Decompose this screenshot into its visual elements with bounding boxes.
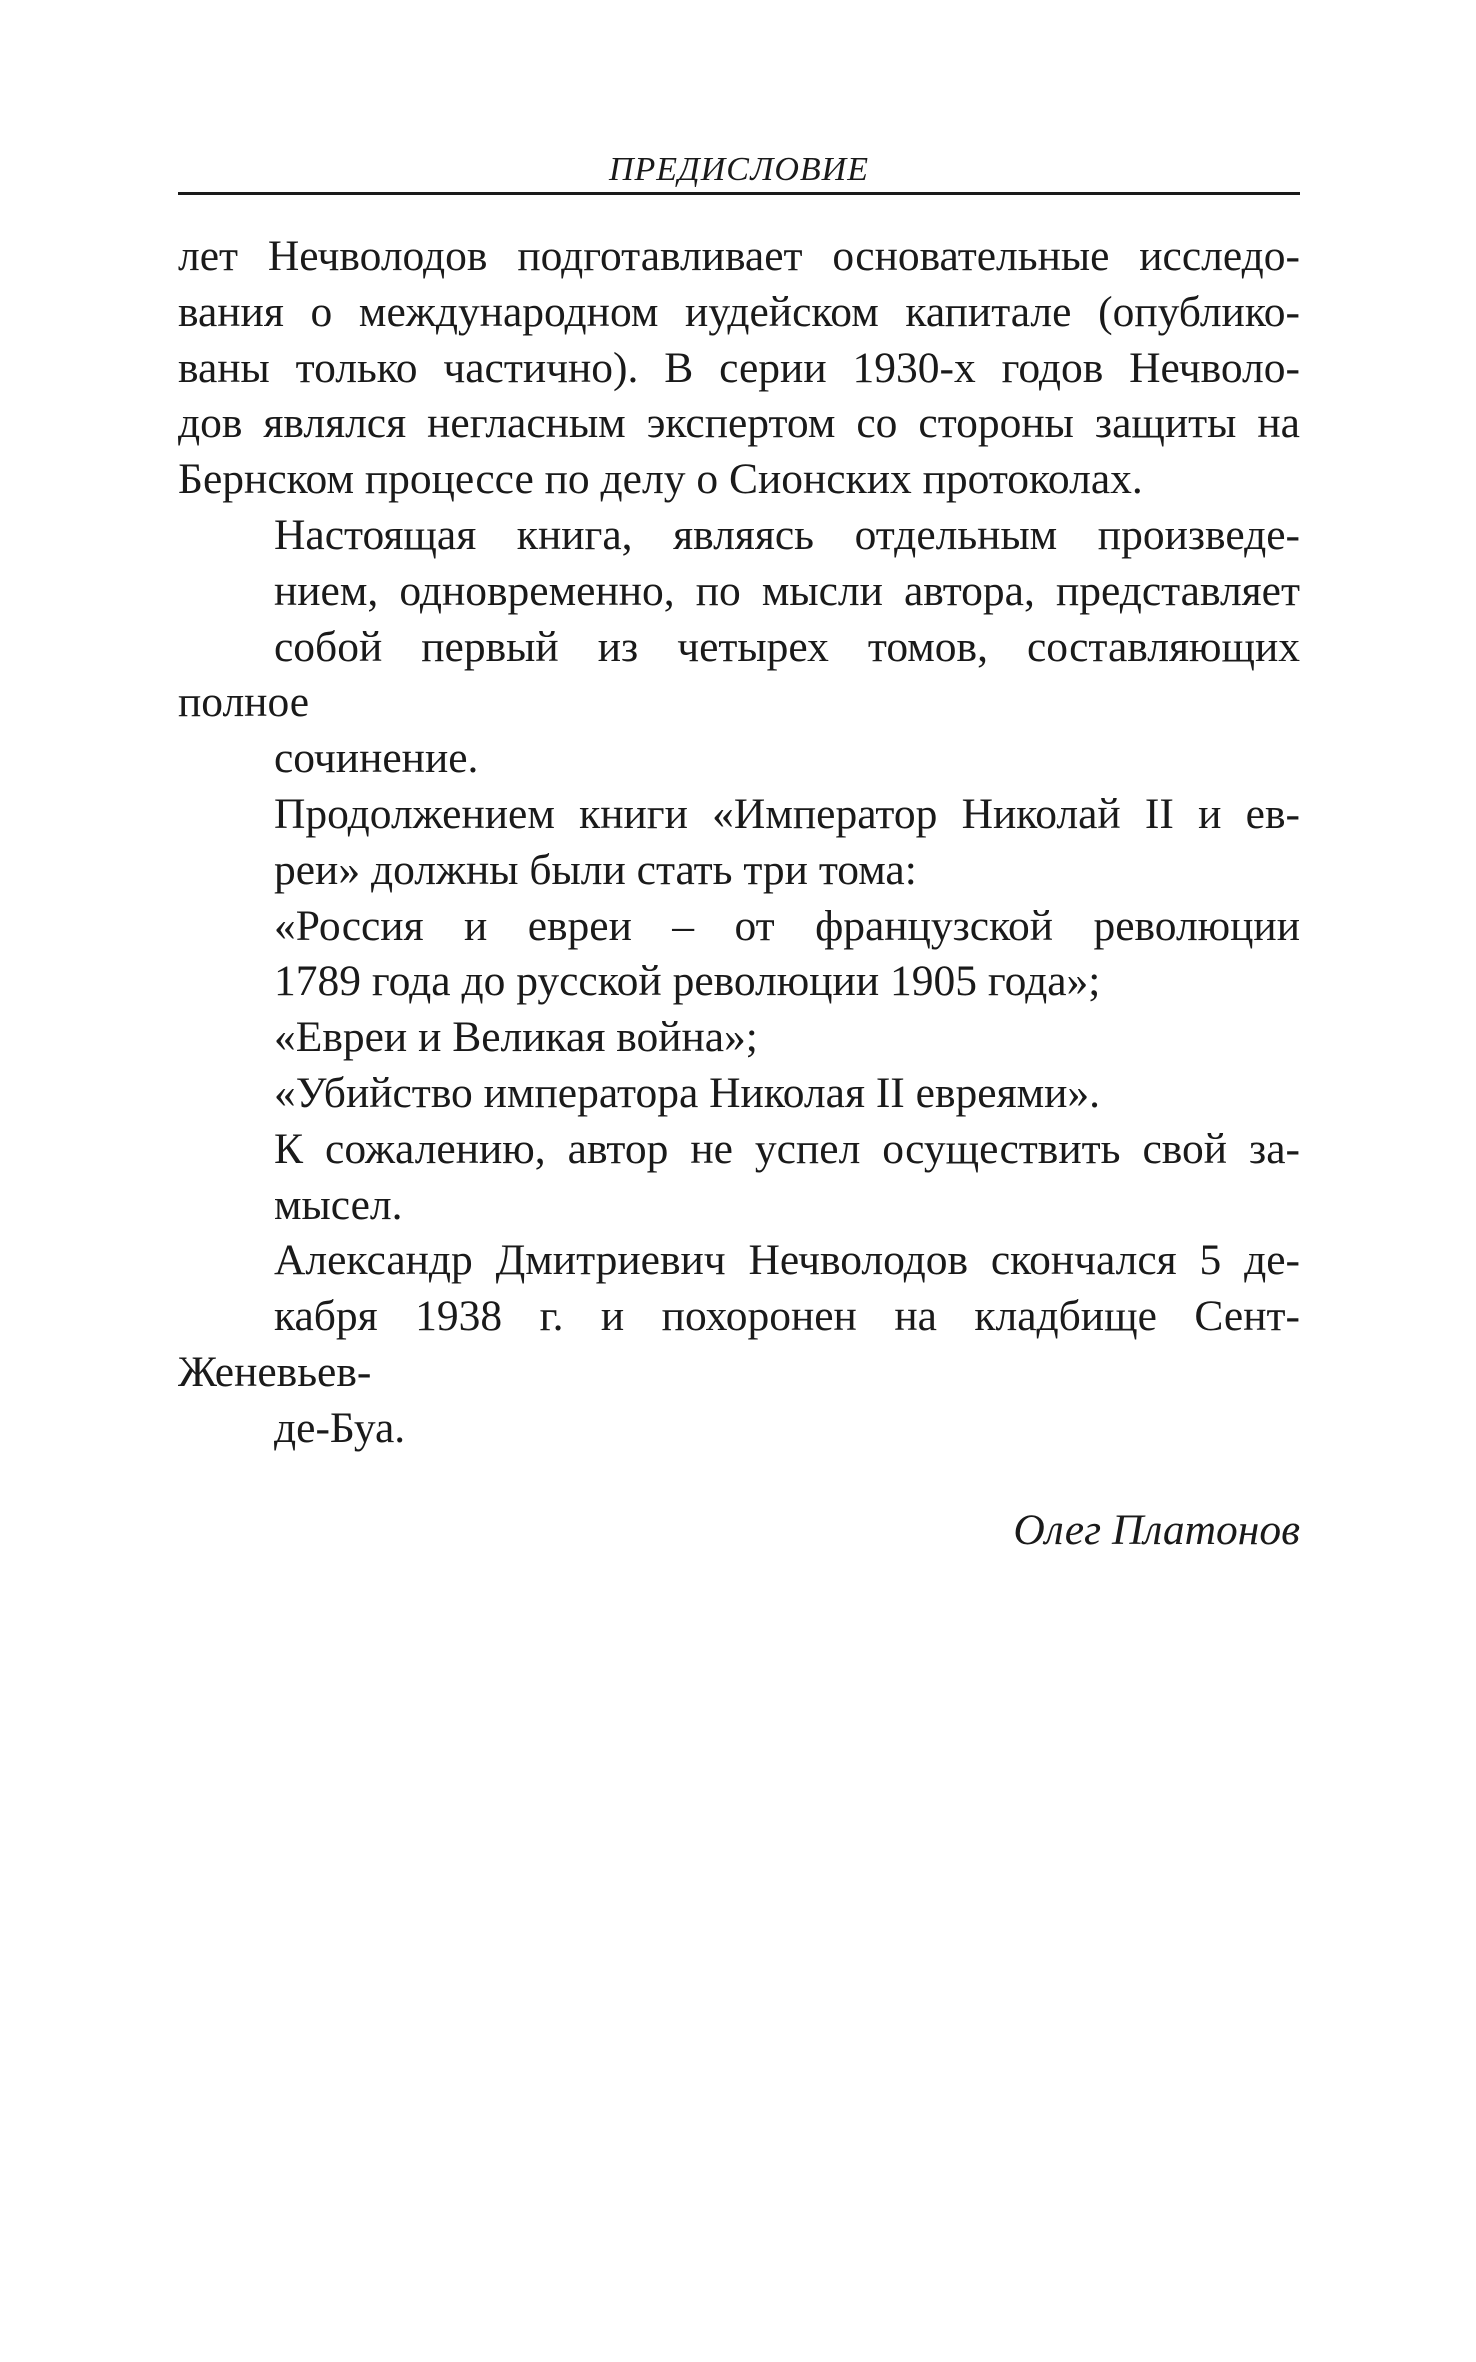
text-line: сочинение. bbox=[274, 734, 479, 783]
text-line: 1789 года до русской революции 1905 года»; bbox=[274, 957, 1101, 1006]
text-line: де-Буа. bbox=[274, 1403, 406, 1452]
body-text bbox=[178, 229, 1300, 1457]
text-line: «Евреи и Великая война»; bbox=[274, 1013, 758, 1062]
text-line: К сожалению, автор не успел осуществить свой за- bbox=[274, 1124, 1300, 1173]
text-line: кабря 1938 г. и похоронен на кладбище Сент-Женевьев- bbox=[178, 1292, 1300, 1396]
running-header: ПРЕДИСЛОВИЕ bbox=[178, 150, 1300, 195]
paragraph bbox=[178, 787, 1300, 899]
text-line: мысел. bbox=[274, 1180, 403, 1229]
paragraph bbox=[178, 229, 1300, 508]
text-line: Бернском процессе по делу о Сионских протоколах. bbox=[178, 455, 1143, 504]
text-line: «Убийство императора Николая II евреями». bbox=[274, 1068, 1101, 1117]
text-line: Настоящая книга, являясь отдельным произведе- bbox=[274, 510, 1300, 559]
paragraph bbox=[178, 899, 1300, 1011]
paragraph bbox=[178, 1010, 1300, 1066]
book-page bbox=[178, 150, 1300, 1558]
text-line: реи» должны были стать три тома: bbox=[274, 845, 917, 894]
text-line: вания о международном иудейском капитале (опублико- bbox=[178, 287, 1300, 336]
author-signature: Олег Платонов bbox=[1013, 1505, 1300, 1554]
text-line: «Россия и евреи – от французской революции bbox=[274, 901, 1300, 950]
paragraph bbox=[178, 508, 1300, 787]
paragraph bbox=[178, 1233, 1300, 1456]
text-line: Александр Дмитриевич Нечволодов скончался 5 де- bbox=[274, 1236, 1300, 1285]
text-line: ваны только частично). В серии 1930-х годов Нечволо- bbox=[178, 343, 1300, 392]
text-line: собой первый из четырех томов, составляющих полное bbox=[178, 622, 1300, 727]
text-line: Продолжением книги «Император Николай II и ев- bbox=[274, 789, 1300, 838]
text-line: лет Нечволодов подготавливает основательные исследо- bbox=[178, 232, 1300, 280]
paragraph bbox=[178, 1122, 1300, 1234]
text-line: дов являлся негласным экспертом со стороны защиты на bbox=[178, 399, 1300, 448]
paragraph bbox=[178, 1066, 1300, 1122]
text-line: нием, одновременно, по мысли автора, представляет bbox=[274, 566, 1300, 615]
